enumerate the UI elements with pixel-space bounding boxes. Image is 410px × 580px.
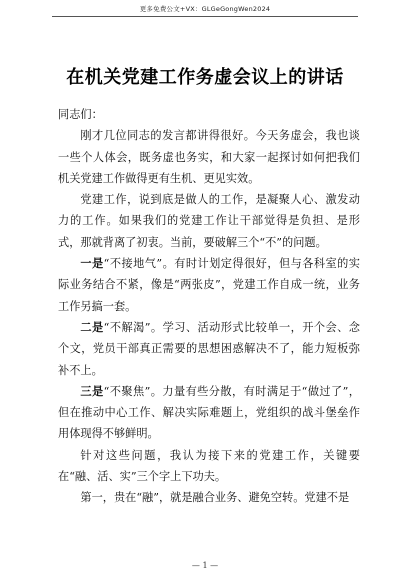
page-title: 在机关党建工作务虚会议上的讲话 xyxy=(66,67,344,88)
paragraph xyxy=(58,253,360,317)
paragraph xyxy=(58,487,360,508)
paragraph xyxy=(58,445,360,488)
paragraph-text: “不解渴”。学习、活动形式比较单一，开个会、念个文，党员干部真正需要的思想困惑解决不了，能力短板弥补不上。 xyxy=(58,320,360,377)
header-note: 更多免费公文+VX：GLGeGongWen2024 xyxy=(139,5,271,13)
paragraph-lead: 一是 xyxy=(80,256,104,271)
paragraph-text: “不接地气”。有时计划定得很好，但与各科室的实际业务结合不紧，像是“两张皮”，党建工作自成一统，业务工作另搞一套。 xyxy=(58,257,360,313)
paragraph-text: 第一，贵在“融”，就是融合业务、避免空转。党建不是 xyxy=(80,491,350,505)
paragraph xyxy=(58,189,360,253)
paragraph-lead: 三是 xyxy=(80,383,104,398)
page-number: — 1 — xyxy=(191,561,219,570)
header-divider xyxy=(52,16,358,17)
document-body xyxy=(58,104,360,509)
salutation: 同志们： xyxy=(58,108,103,121)
paragraph xyxy=(58,381,360,445)
paragraph-text: 针对这些问题，我认为接下来的党建工作，关键要在“融、活、实”三个字上下功夫。 xyxy=(58,448,360,484)
paragraph-lead: 二是 xyxy=(80,319,104,334)
paragraph-text: 刚才几位同志的发言都讲得很好。今天务虚会，我也谈一些个人体会，既务虚也务实，和大家一起探讨如何把我们机关党建工作做得更有生机、更见实效。 xyxy=(58,129,360,185)
paragraph-text: 党建工作，说到底是做人的工作，是凝聚人心、激发动力的工作。如果我们的党建工作让干部觉得是负担、是形式，那就背离了初衷。当前，要破解三个“不”的问题。 xyxy=(58,193,360,249)
paragraph-text: “不聚焦”。力量有些分散，有时满足于“做过了”，但在推动中心工作、解决实际难题上，党组织的战斗堡垒作用体现得不够鲜明。 xyxy=(58,384,360,441)
paragraph xyxy=(58,125,360,189)
paragraph xyxy=(58,317,360,381)
